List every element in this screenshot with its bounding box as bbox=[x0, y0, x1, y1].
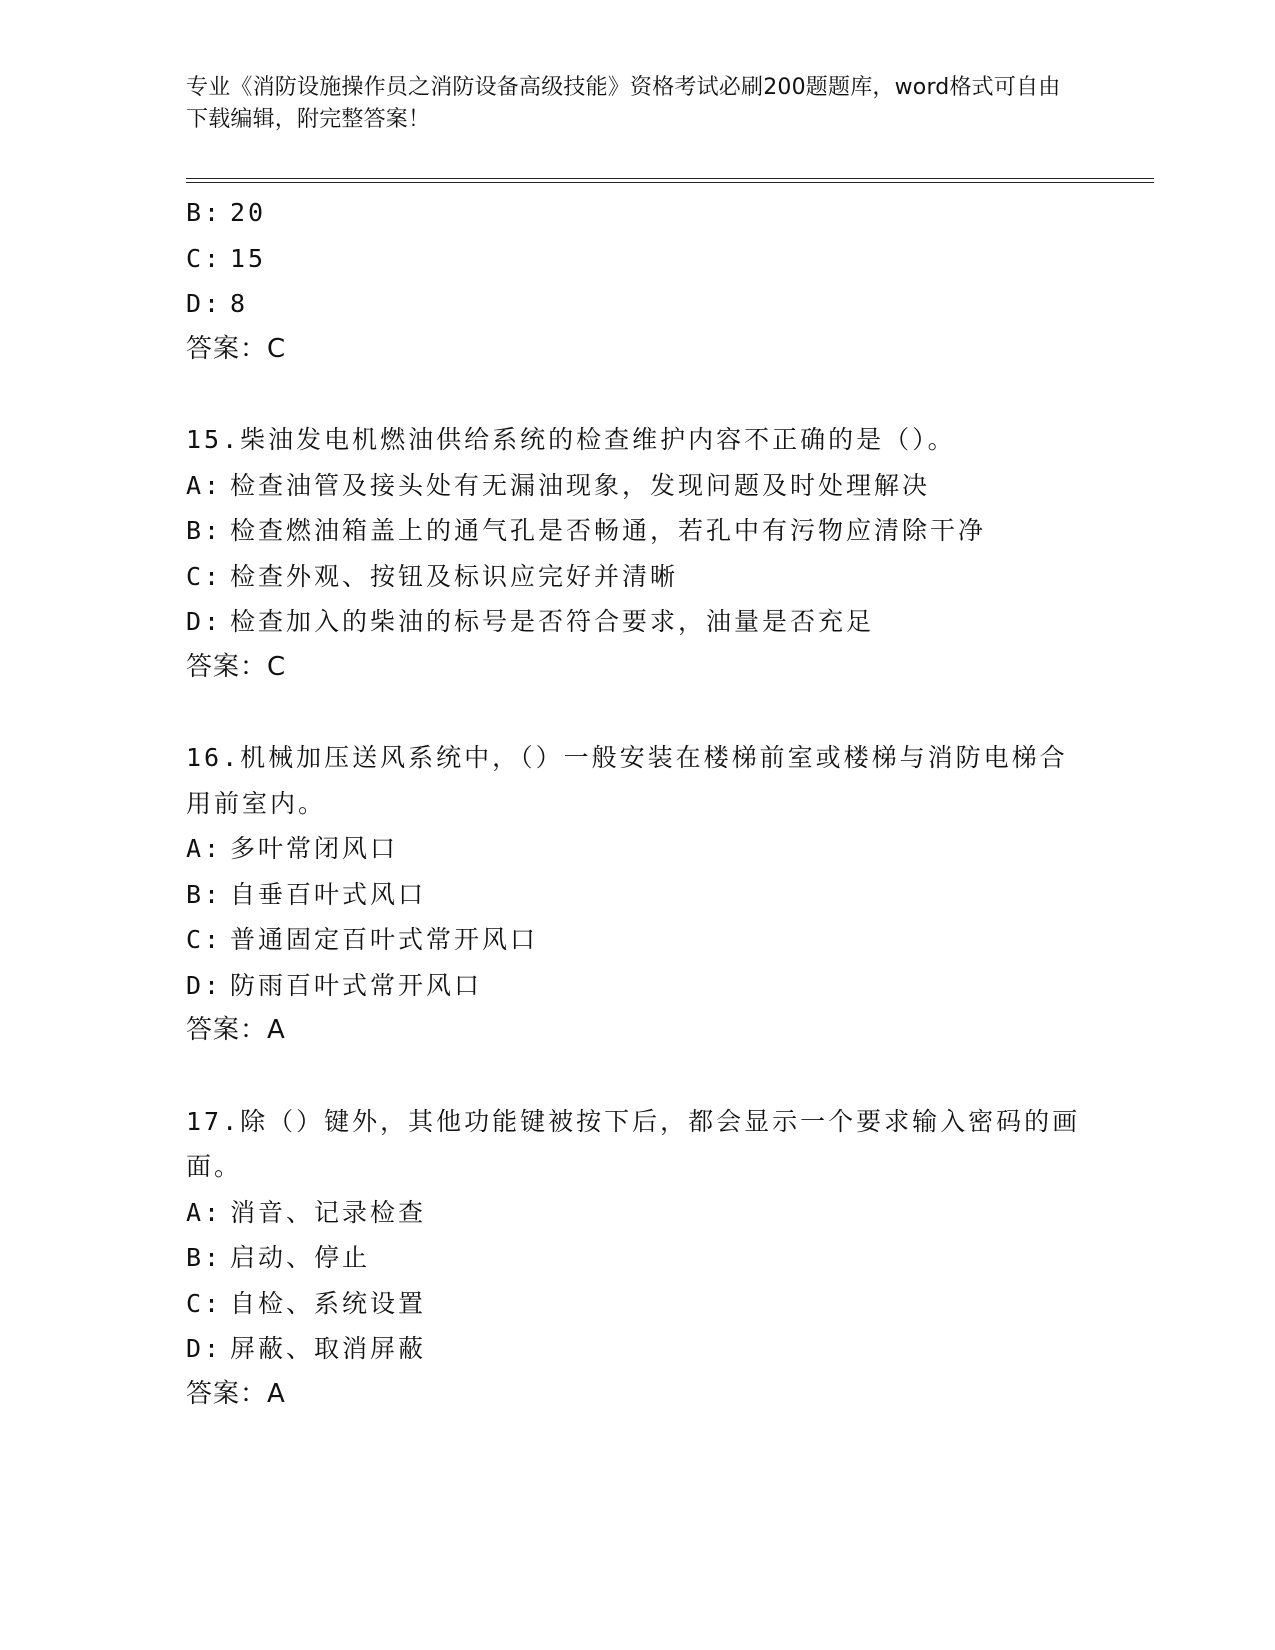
answer-line: 答案：A bbox=[186, 1378, 286, 1409]
option-c bbox=[186, 917, 1086, 963]
option-b bbox=[186, 872, 1086, 918]
option-letter: C: bbox=[186, 925, 223, 954]
option-letter: B: bbox=[186, 879, 223, 909]
question-text: 15.柴油发电机燃油供给系统的检查维护内容不正确的是（）。 bbox=[186, 425, 956, 454]
option-text: 自检、系统设置 bbox=[230, 1288, 427, 1318]
option-letter: A: bbox=[186, 834, 223, 863]
answer-line: 答案：C bbox=[186, 333, 287, 364]
option-d bbox=[186, 281, 1086, 327]
option-text: 多叶常闭风口 bbox=[230, 834, 399, 863]
option-text: 8 bbox=[230, 289, 249, 318]
option-text: 自垂百叶式风口 bbox=[230, 879, 427, 909]
option-a bbox=[186, 1190, 1086, 1236]
question-list bbox=[186, 190, 1086, 1417]
option-text: 检查燃油箱盖上的通气孔是否畅通，若孔中有污物应清除干净 bbox=[230, 516, 987, 545]
answer-line: 答案：A bbox=[186, 1015, 286, 1045]
option-b bbox=[186, 508, 1086, 554]
option-letter: D: bbox=[186, 289, 223, 318]
question-text: 17.除（）键外，其他功能键被按下后，都会显示一个要求输入密码的画面。 bbox=[186, 1106, 1081, 1181]
question-block bbox=[186, 1099, 1086, 1418]
option-letter: D: bbox=[186, 1334, 223, 1363]
option-text: 防雨百叶式常开风口 bbox=[230, 970, 483, 1000]
option-a bbox=[186, 463, 1086, 509]
option-letter: C: bbox=[186, 243, 223, 273]
answer-line: 答案：C bbox=[186, 651, 287, 682]
option-letter: D: bbox=[186, 607, 223, 636]
previous-question-tail bbox=[186, 190, 1086, 372]
question-text: 16.机械加压送风系统中，（）一般安装在楼梯前室或楼梯与消防电梯合用前室内。 bbox=[186, 743, 1068, 818]
option-letter: C: bbox=[186, 1288, 223, 1318]
option-letter: C: bbox=[186, 561, 223, 591]
option-text: 检查外观、按钮及标识应完好并清晰 bbox=[230, 561, 679, 591]
spacer bbox=[186, 372, 1086, 417]
page-header: 专业《消防设施操作员之消防设备高级技能》资格考试必刷200题题库，word格式可自由下载编辑，附完整答案！ bbox=[186, 75, 1061, 132]
option-text: 20 bbox=[230, 198, 267, 227]
option-letter: B: bbox=[186, 1243, 223, 1272]
question-block bbox=[186, 417, 1086, 690]
option-letter: B: bbox=[186, 198, 223, 227]
header-divider bbox=[186, 178, 1154, 183]
option-c bbox=[186, 554, 1086, 600]
option-letter: D: bbox=[186, 970, 223, 1000]
option-b bbox=[186, 190, 1086, 236]
option-letter: A: bbox=[186, 1197, 223, 1227]
option-text: 启动、停止 bbox=[230, 1243, 371, 1272]
option-b bbox=[186, 1235, 1086, 1281]
option-letter: B: bbox=[186, 516, 223, 545]
option-text: 检查油管及接头处有无漏油现象，发现问题及时处理解决 bbox=[230, 470, 931, 500]
option-text: 屏蔽、取消屏蔽 bbox=[230, 1334, 427, 1363]
option-d bbox=[186, 599, 1086, 645]
option-d bbox=[186, 1326, 1086, 1372]
option-a bbox=[186, 826, 1086, 872]
option-text: 15 bbox=[230, 243, 267, 273]
option-text: 消音、记录检查 bbox=[230, 1197, 427, 1227]
option-text: 普通固定百叶式常开风口 bbox=[230, 925, 539, 954]
spacer bbox=[186, 690, 1086, 735]
question-block bbox=[186, 735, 1086, 1054]
option-c bbox=[186, 1281, 1086, 1327]
spacer bbox=[186, 1054, 1086, 1099]
option-c bbox=[186, 236, 1086, 282]
option-letter: A: bbox=[186, 470, 223, 500]
option-text: 检查加入的柴油的标号是否符合要求，油量是否充足 bbox=[230, 607, 875, 636]
option-d bbox=[186, 963, 1086, 1009]
